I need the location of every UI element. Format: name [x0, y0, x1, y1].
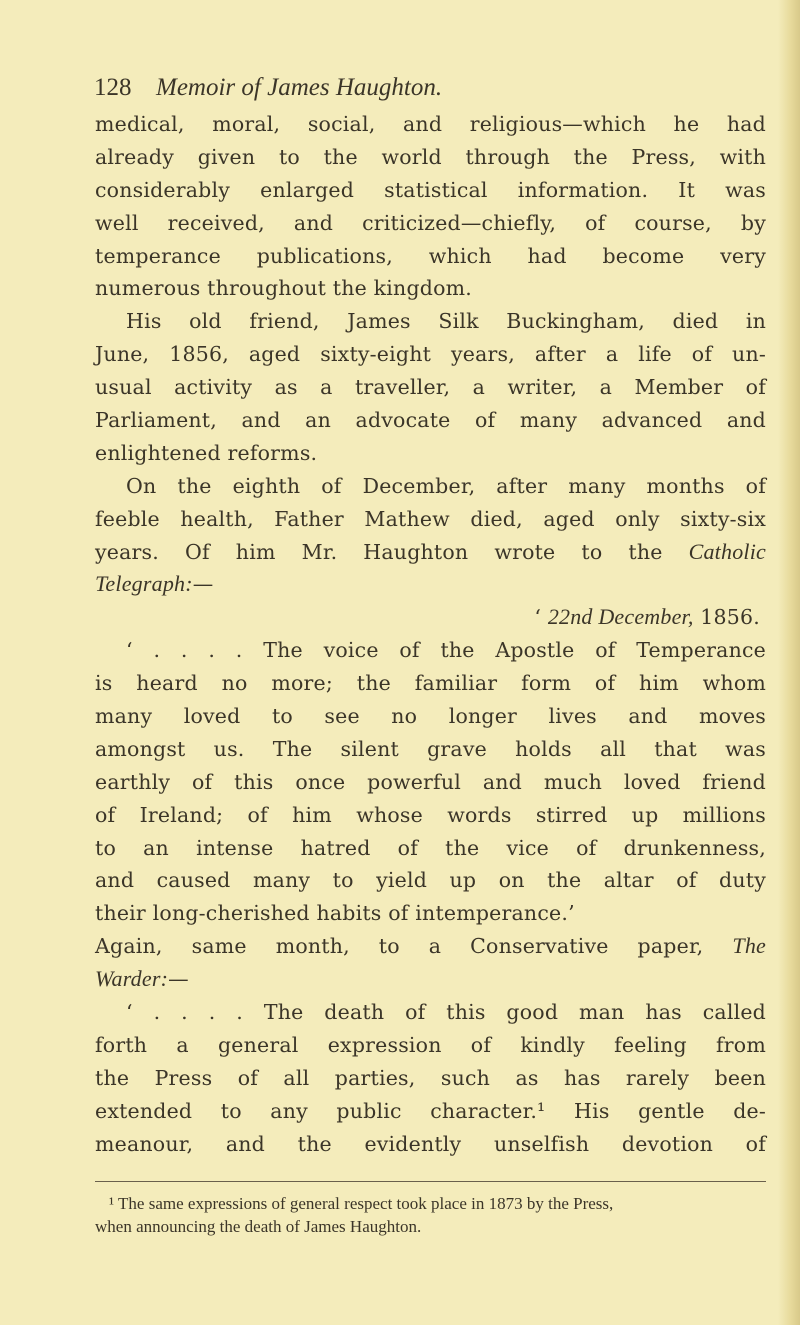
text-line	[95, 634, 766, 667]
text-segment: already given to the world through the Press, with	[95, 144, 766, 169]
body-text	[95, 108, 766, 1161]
text-segment: earthly of this once powerful and much loved friend	[95, 769, 766, 794]
text-line	[95, 700, 766, 733]
page-header	[94, 74, 774, 108]
text-line	[95, 667, 766, 700]
text-segment: of Ireland; of him whose words stirred up millions	[95, 802, 766, 827]
text-line	[95, 996, 766, 1029]
text-segment: enlightened reforms.	[95, 440, 318, 465]
text-line	[95, 404, 766, 437]
footnote	[95, 1192, 755, 1238]
text-line	[95, 338, 766, 371]
text-segment: usual activity as a traveller, a writer, a Member of	[95, 375, 766, 400]
text-line	[95, 963, 766, 996]
text-line	[95, 1095, 766, 1128]
text-segment: Parliament, and an advocate of many advanced and	[95, 408, 766, 433]
text-line	[95, 897, 766, 930]
running-title: Memoir of James Haughton.	[156, 74, 443, 101]
text-segment: June, 1856, aged sixty-eight years, after a life of un-	[95, 342, 766, 367]
italic-text: The	[732, 933, 766, 959]
text-line	[95, 733, 766, 766]
text-segment: feeble health, Father Mathew died, aged only sixty-six	[95, 506, 766, 531]
text-line	[95, 503, 766, 536]
page-edge	[778, 0, 800, 1325]
text-line	[95, 601, 766, 634]
text-segment: 1856.	[693, 605, 760, 630]
text-line	[95, 240, 766, 273]
text-segment: their long-cherished habits of intemperance.’	[95, 901, 575, 926]
text-segment: ‘ . . . . The death of this good man has called	[126, 1000, 766, 1025]
text-segment: considerably enlarged statistical information. It was	[95, 177, 766, 202]
text-line	[95, 141, 766, 174]
text-line	[95, 766, 766, 799]
text-line	[95, 568, 766, 601]
text-segment: meanour, and the evidently unselfish devotion of	[95, 1131, 766, 1156]
italic-text: 22nd December,	[547, 604, 694, 630]
text-segment: amongst us. The silent grave holds all that was	[95, 736, 766, 761]
text-segment: ‘ . . . . The voice of the Apostle of Temperance	[126, 638, 766, 663]
text-line	[95, 437, 766, 470]
text-line	[95, 108, 766, 141]
text-line	[95, 536, 766, 569]
text-segment: ‘	[534, 605, 548, 630]
text-line	[95, 1128, 766, 1161]
text-segment: many loved to see no longer lives and moves	[95, 704, 766, 729]
text-segment: well received, and criticized—chiefly, of course, by	[95, 210, 766, 235]
text-line	[95, 174, 766, 207]
text-segment: numerous throughout the kingdom.	[95, 276, 472, 301]
text-line	[95, 864, 766, 897]
text-segment: years. Of him Mr. Haughton wrote to the	[95, 539, 689, 564]
text-segment: the Press of all parties, such as has rarely been	[95, 1065, 766, 1090]
text-line	[95, 207, 766, 240]
text-segment: His old friend, James Silk Buckingham, died in	[126, 309, 766, 334]
text-segment: temperance publications, which had become very	[95, 243, 766, 268]
text-segment: —	[192, 572, 214, 597]
text-segment: medical, moral, social, and religious—which he had	[95, 112, 766, 136]
text-line	[95, 1029, 766, 1062]
text-line	[95, 470, 766, 503]
footnote-line: ¹ The same expressions of general respect took place in 1873 by the Press,	[109, 1194, 614, 1213]
text-segment: Again, same month, to a Conservative paper,	[95, 934, 733, 959]
text-line	[95, 799, 766, 832]
text-segment: —	[168, 967, 189, 992]
text-line	[95, 1062, 766, 1095]
text-line	[95, 930, 766, 963]
text-segment: extended to any public character.¹ His gentle de-	[95, 1098, 766, 1123]
text-segment: to an intense hatred of the vice of drunkenness,	[95, 835, 766, 860]
text-segment: forth a general expression of kindly feeling from	[95, 1032, 766, 1057]
text-line	[95, 305, 766, 338]
italic-text: Catholic	[688, 538, 766, 564]
footnote-rule	[95, 1181, 766, 1182]
footnote-line: when announcing the death of James Haughton.	[95, 1217, 422, 1236]
text-line	[95, 272, 766, 305]
text-segment: is heard no more; the familiar form of him whom	[95, 671, 766, 696]
text-line	[95, 832, 766, 865]
page-number: 128	[94, 74, 132, 101]
text-line	[95, 371, 766, 404]
italic-text: Telegraph:	[95, 571, 193, 597]
text-segment: and caused many to yield up on the altar of duty	[95, 868, 766, 893]
text-segment: On the eighth of December, after many months of	[126, 473, 766, 498]
italic-text: Warder:	[95, 966, 169, 992]
